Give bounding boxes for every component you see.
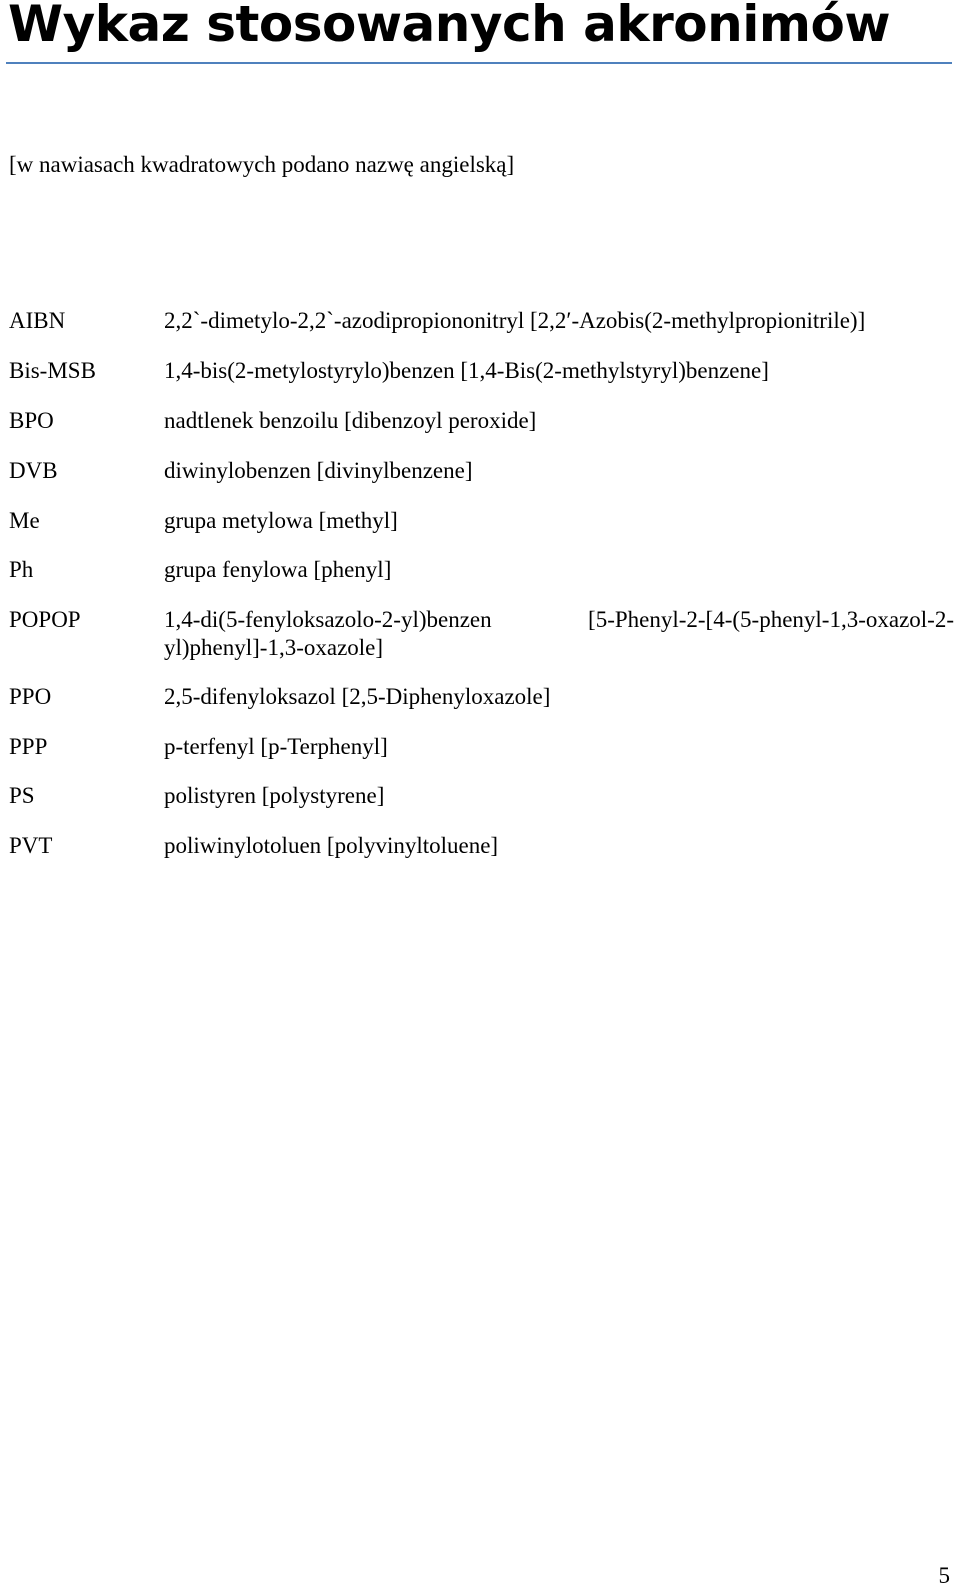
acronym-definition: 1,4-bis(2-metylostyrylo)benzen [1,4-Bis(2-methylstyryl)benzene] xyxy=(164,358,769,383)
acronym-definition: 2,2`-dimetylo-2,2`-azodipropiononitryl [2,2′-Azobis(2-methylpropionitrile)] xyxy=(164,308,866,333)
acronym-definition: diwinylobenzen [divinylbenzene] xyxy=(164,458,473,483)
acronym-definition: grupa fenylowa [phenyl] xyxy=(164,557,392,582)
acronym-abbr: Bis-MSB xyxy=(9,358,96,383)
acronym-definition: 1,4-di(5-fenyloksazolo-2-yl)benzen [5-Phenyl-2-[4-(5-phenyl-1,3-oxazol-2-yl)phenyl]-1,3-oxazole] xyxy=(164,607,954,660)
acronym-abbr: Ph xyxy=(9,557,34,582)
acronym-abbr: BPO xyxy=(9,408,54,433)
page-number: 5 xyxy=(938,1563,950,1588)
title-underline xyxy=(6,62,952,64)
acronym-definition: grupa metylowa [methyl] xyxy=(164,508,398,533)
acronym-abbr: PPP xyxy=(9,734,48,759)
language-note: [w nawiasach kwadratowych podano nazwę angielską] xyxy=(9,152,515,177)
acronym-abbr: DVB xyxy=(9,458,58,483)
acronym-abbr: PS xyxy=(9,783,35,808)
acronym-abbr: Me xyxy=(9,508,40,533)
acronym-definition: nadtlenek benzoilu [dibenzoyl peroxide] xyxy=(164,408,537,433)
acronym-abbr: PVT xyxy=(9,833,53,858)
acronym-definition: p-terfenyl [p-Terphenyl] xyxy=(164,734,388,759)
acronym-definition: 2,5-difenyloksazol [2,5-Diphenyloxazole] xyxy=(164,684,551,709)
acronym-abbr: POPOP xyxy=(9,607,81,632)
acronym-abbr: PPO xyxy=(9,684,52,709)
acronym-definition: polistyren [polystyrene] xyxy=(164,783,385,808)
acronym-abbr: AIBN xyxy=(9,308,66,333)
acronym-definition: poliwinylotoluen [polyvinyltoluene] xyxy=(164,833,499,858)
page-title: Wykaz stosowanych akronimów xyxy=(8,0,891,53)
